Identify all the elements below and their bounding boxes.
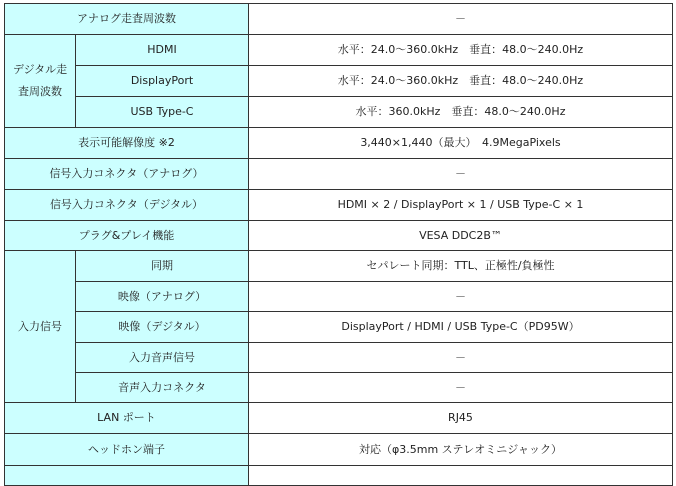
row-value: 3,440×1,440（最大） 4.9MegaPixels	[249, 128, 673, 159]
row-value: 対応（φ3.5mm ステレオミニジャック）	[249, 434, 673, 466]
row-label: 入力音声信号	[76, 343, 249, 373]
row-value: 水平：360.0kHz 垂直：48.0～240.0Hz	[249, 97, 673, 128]
row-label: 同期	[76, 251, 249, 282]
row-value: セパレート同期：TTL、正極性/負極性	[249, 251, 673, 282]
row-value: －	[249, 373, 673, 403]
row-value: －	[249, 343, 673, 373]
table-row	[5, 35, 673, 66]
table-row	[5, 373, 673, 403]
row-label: 映像（アナログ）	[76, 282, 249, 312]
row-value	[249, 466, 673, 486]
row-value: DisplayPort / HDMI / USB Type-C（PD95W）	[249, 312, 673, 343]
row-value: VESA DDC2B™	[249, 221, 673, 251]
table-row	[5, 66, 673, 97]
spec-table	[4, 3, 673, 486]
table-row	[5, 403, 673, 434]
row-value: －	[249, 159, 673, 190]
row-label: 信号入力コネクタ（デジタル）	[5, 190, 249, 221]
table-row	[5, 434, 673, 466]
row-label: プラグ&プレイ機能	[5, 221, 249, 251]
row-label: 映像（デジタル）	[76, 312, 249, 343]
row-value: －	[249, 4, 673, 35]
table-row	[5, 97, 673, 128]
row-value: 水平：24.0～360.0kHz 垂直：48.0～240.0Hz	[249, 66, 673, 97]
row-label: 表示可能解像度 ※2	[5, 128, 249, 159]
table-row	[5, 221, 673, 251]
group-label: 入力信号	[5, 251, 76, 403]
table-row	[5, 4, 673, 35]
row-value: HDMI × 2 / DisplayPort × 1 / USB Type-C × 1	[249, 190, 673, 221]
row-label: HDMI	[76, 35, 249, 66]
table-row	[5, 190, 673, 221]
table-row	[5, 251, 673, 282]
row-label: USB Type-C	[76, 97, 249, 128]
row-label: LAN ポート	[5, 403, 249, 434]
row-label: 音声入力コネクタ	[76, 373, 249, 403]
table-row	[5, 312, 673, 343]
row-label	[5, 466, 249, 486]
row-value: 水平：24.0～360.0kHz 垂直：48.0～240.0Hz	[249, 35, 673, 66]
row-label: 信号入力コネクタ（アナログ）	[5, 159, 249, 190]
row-label: DisplayPort	[76, 66, 249, 97]
row-label: ヘッドホン端子	[5, 434, 249, 466]
row-label: アナログ走査周波数	[5, 4, 249, 35]
table-row	[5, 282, 673, 312]
row-value: RJ45	[249, 403, 673, 434]
table-row	[5, 159, 673, 190]
row-value: －	[249, 282, 673, 312]
group-label-text: デジタル走査周波数	[12, 63, 68, 98]
table-row-partial	[5, 466, 673, 486]
table-row	[5, 128, 673, 159]
group-label	[5, 35, 76, 128]
table-row	[5, 343, 673, 373]
